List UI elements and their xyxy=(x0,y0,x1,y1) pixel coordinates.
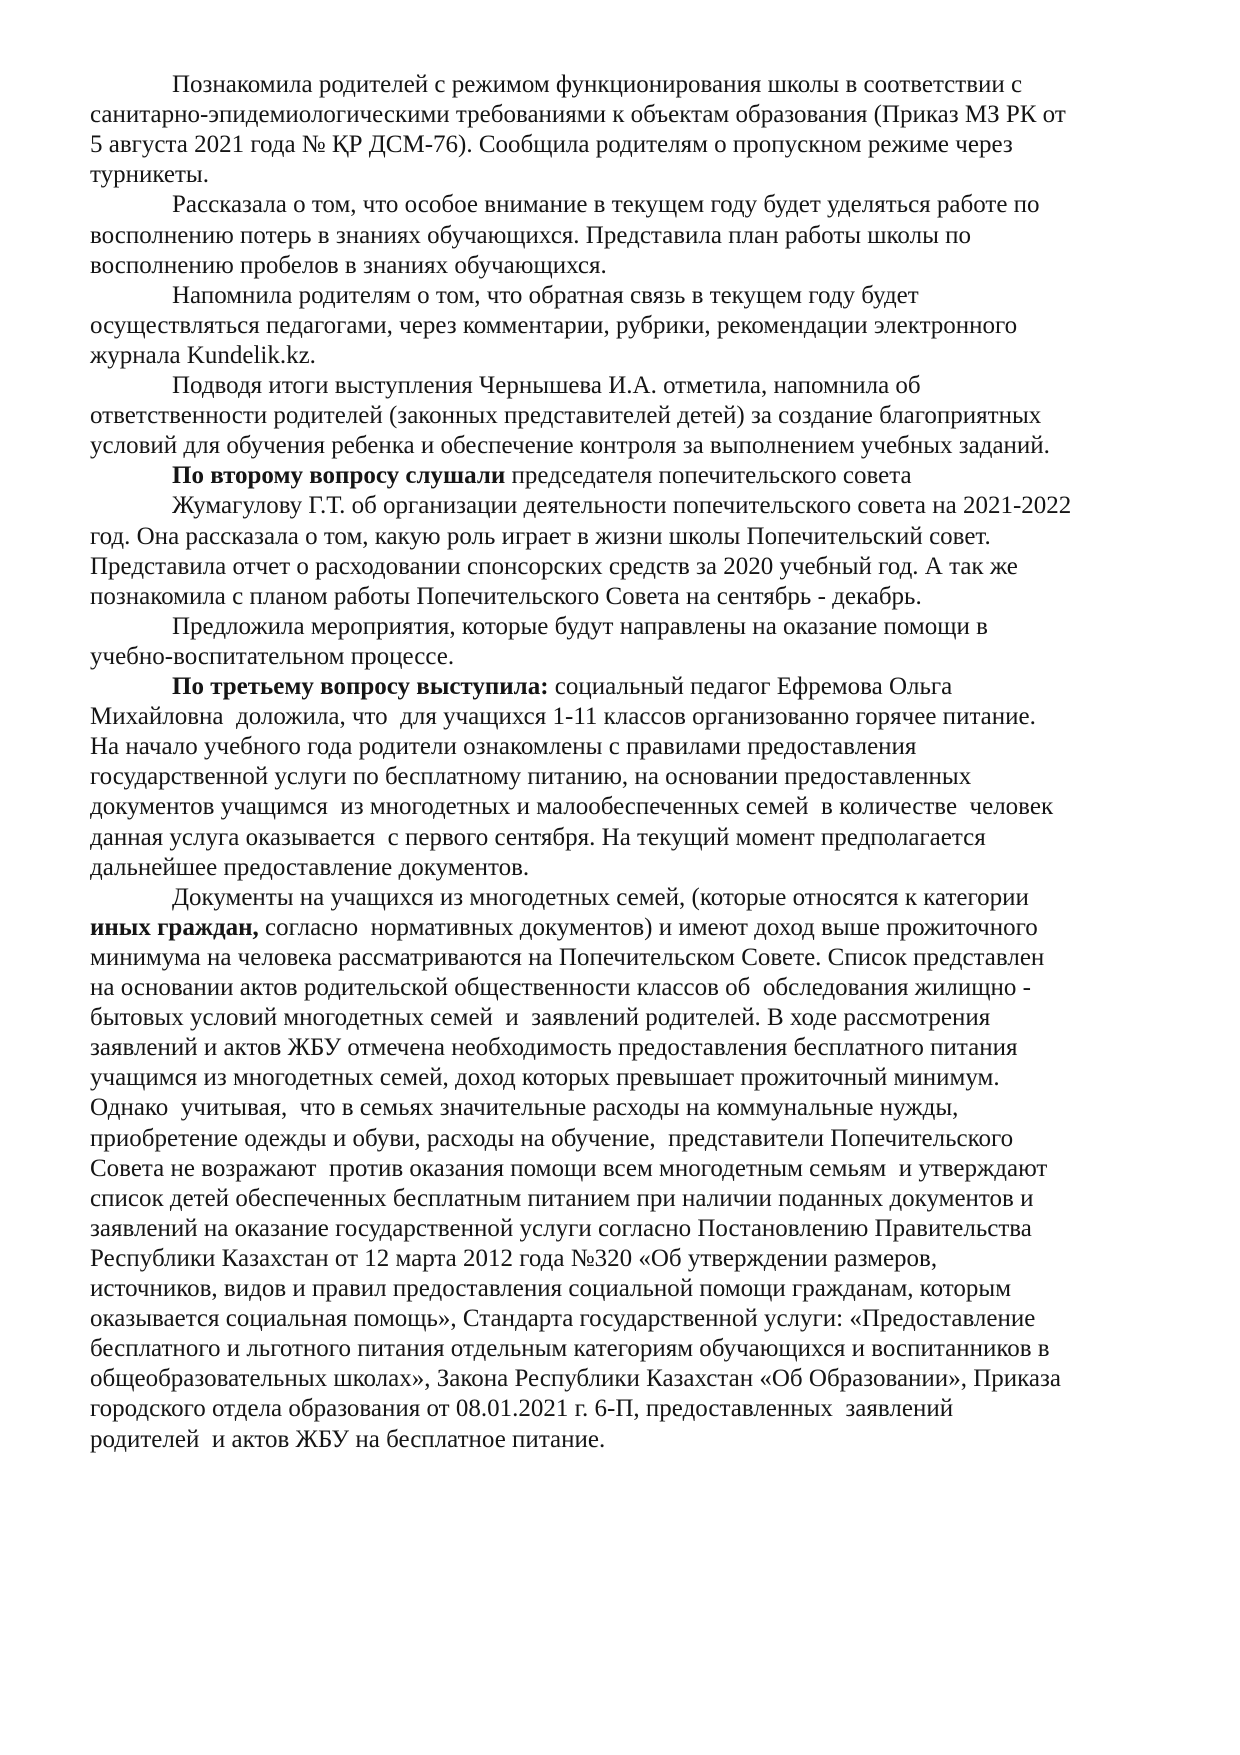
text-segment: дальнейшее предоставление документов. xyxy=(90,853,530,881)
text-segment: Рассказала о том, что особое внимание в текущем году будет уделяться работе по xyxy=(172,191,1040,219)
text-line xyxy=(172,369,1240,403)
text-segment: учащимся из многодетных семей, доход которых превышает прожиточный минимум. xyxy=(90,1064,1000,1092)
text-segment: председателя попечительского совета xyxy=(505,462,912,490)
text-line xyxy=(90,1091,1190,1125)
text-line xyxy=(90,700,1190,734)
text-line xyxy=(90,851,1190,885)
text-line xyxy=(172,279,1240,313)
text-line xyxy=(90,1332,1190,1366)
text-segment: данная услуга оказывается с первого сентября. На текущий момент предполагается xyxy=(90,823,986,851)
text-line xyxy=(90,1242,1190,1276)
bold-text-segment: иных граждан, xyxy=(90,913,259,941)
bold-text-segment: По третьему вопросу выступила: xyxy=(172,673,549,700)
text-line xyxy=(90,1061,1190,1095)
text-segment: Совета не возражают против оказания помощи всем многодетным семьям и утверждают xyxy=(90,1154,1048,1182)
text-segment: приобретение одежды и обуви, расходы на обучение, представители Попечительского xyxy=(90,1124,1014,1152)
text-segment: санитарно-эпидемиологическими требованиями к объектам образования (Приказ МЗ РК от xyxy=(90,101,1066,129)
text-line xyxy=(90,1302,1190,1336)
text-segment: Михайловна доложила, что для учащихся 1-11 классов организованно горячее питание. xyxy=(90,703,1036,731)
text-line xyxy=(172,670,1240,704)
text-segment: журнала Kundelik.kz. xyxy=(90,341,316,369)
text-line xyxy=(90,399,1190,433)
text-line xyxy=(90,941,1190,975)
text-line xyxy=(90,790,1190,824)
text-segment: учебно-воспитательном процессе. xyxy=(90,642,455,670)
text-segment: восполнению потерь в знаниях обучающихся. Представила план работы школы по xyxy=(90,221,971,249)
text-line xyxy=(90,1423,1190,1457)
text-line xyxy=(90,1212,1190,1246)
text-line xyxy=(90,821,1190,855)
text-segment: государственной услуги по бесплатному питанию, на основании предоставленных xyxy=(90,763,972,791)
text-line xyxy=(90,1122,1190,1156)
text-segment: Подводя итоги выступления Чернышева И.А. отметила, напомнила об xyxy=(172,372,921,399)
text-line xyxy=(172,610,1240,644)
text-segment: городского отдела образования от 08.01.2021 г. 6-П, предоставленных заявлений xyxy=(90,1395,954,1423)
text-segment: на основании актов родительской общественности классов об обследования жилищно - xyxy=(90,974,1031,1001)
text-line xyxy=(90,1031,1190,1065)
text-line xyxy=(90,760,1190,794)
text-line xyxy=(172,489,1240,523)
text-line xyxy=(172,459,1240,493)
text-line xyxy=(90,911,1190,945)
text-line xyxy=(90,429,1190,463)
text-line xyxy=(90,98,1190,132)
text-line xyxy=(90,580,1190,614)
text-line xyxy=(90,249,1190,283)
text-line xyxy=(90,1362,1190,1396)
text-line xyxy=(90,219,1190,253)
text-line xyxy=(90,971,1190,1005)
text-line xyxy=(90,128,1190,162)
text-segment: Республики Казахстан от 12 марта 2012 года №320 «Об утверждении размеров, xyxy=(90,1244,938,1272)
text-line xyxy=(90,339,1190,373)
text-segment: оказывается социальная помощь», Стандарта государственной услуги: «Предоставление xyxy=(90,1305,1036,1333)
text-segment: Познакомила родителей с режимом функционирования школы в соответствии с xyxy=(172,71,1023,98)
text-segment: ответственности родителей (законных представителей детей) за создание благоприятных xyxy=(90,402,1042,430)
text-segment: согласно нормативных документов) и имеют доход выше прожиточного xyxy=(258,913,1038,941)
text-segment: заявлений на оказание государственной услуги согласно Постановлению Правительства xyxy=(90,1214,1032,1242)
text-line xyxy=(90,1001,1190,1035)
text-segment: минимума на человека рассматриваются на Попечительском Совете. Список представлен xyxy=(90,943,1045,971)
text-segment: восполнению пробелов в знаниях обучающихся. xyxy=(90,251,607,279)
text-segment: Жумагулову Г.Т. об организации деятельности попечительского совета на 2021-2022 xyxy=(172,492,1072,520)
text-line xyxy=(172,188,1240,222)
text-line xyxy=(90,520,1190,554)
text-line xyxy=(90,1272,1190,1306)
text-line xyxy=(90,550,1190,584)
text-line xyxy=(90,730,1190,764)
text-segment: документов учащимся из многодетных и малообеспеченных семей в количестве человек xyxy=(90,793,1054,821)
text-segment: Однако учитывая, что в семьях значительные расходы на коммунальные нужды, xyxy=(90,1094,959,1122)
text-line xyxy=(90,640,1190,674)
text-segment: заявлений и актов ЖБУ отмечена необходимость предоставления бесплатного питания xyxy=(90,1034,1018,1062)
text-line xyxy=(172,68,1240,102)
text-line xyxy=(90,1182,1190,1216)
text-segment: социальный педагог Ефремова Ольга xyxy=(548,673,953,700)
text-segment: источников, видов и правил предоставления социальной помощи гражданам, которым xyxy=(90,1275,1012,1302)
text-segment: бытовых условий многодетных семей и заявлений родителей. В ходе рассмотрения xyxy=(90,1004,991,1032)
text-segment: Предложила мероприятия, которые будут направлены на оказание помощи в xyxy=(172,612,988,640)
text-segment: Документы на учащихся из многодетных семей, (которые относятся к категории xyxy=(172,883,1029,911)
text-segment: год. Она рассказала о том, какую роль играет в жизни школы Попечительский совет. xyxy=(90,522,991,550)
text-segment: Напомнила родителям о том, что обратная связь в текущем году будет xyxy=(172,281,919,309)
bold-text-segment: По второму вопросу слушали xyxy=(172,462,506,490)
text-segment: общеобразовательных школах», Закона Республики Казахстан «Об Образовании», Приказа xyxy=(90,1365,1061,1393)
text-line xyxy=(90,1392,1190,1426)
text-segment: Представила отчет о расходовании спонсорских средств за 2020 учебный год. А так же xyxy=(90,552,1018,580)
text-segment: познакомила с планом работы Попечительского Совета на сентябрь - декабрь. xyxy=(90,582,922,610)
text-segment: бесплатного и льготного питания отдельным категориям обучающихся и воспитанников в xyxy=(90,1335,1050,1363)
text-line xyxy=(90,1152,1190,1186)
text-line xyxy=(90,309,1190,343)
text-segment: осуществляться педагогами, через комментарии, рубрики, рекомендации электронного xyxy=(90,311,1018,339)
text-segment: турникеты. xyxy=(90,161,209,189)
text-segment: 5 августа 2021 года № ҚР ДСМ-76). Сообщила родителям о пропускном режиме через xyxy=(90,131,1013,159)
text-line xyxy=(90,158,1190,192)
text-line xyxy=(172,881,1240,915)
text-segment: список детей обеспеченных бесплатным питанием при наличии поданных документов и xyxy=(90,1184,1034,1212)
text-segment: условий для обучения ребенка и обеспечение контроля за выполнением учебных заданий. xyxy=(90,432,1050,460)
text-segment: родителей и актов ЖБУ на бесплатное питание. xyxy=(90,1425,606,1453)
text-segment: На начало учебного года родители ознакомлены с правилами предоставления xyxy=(90,733,917,761)
